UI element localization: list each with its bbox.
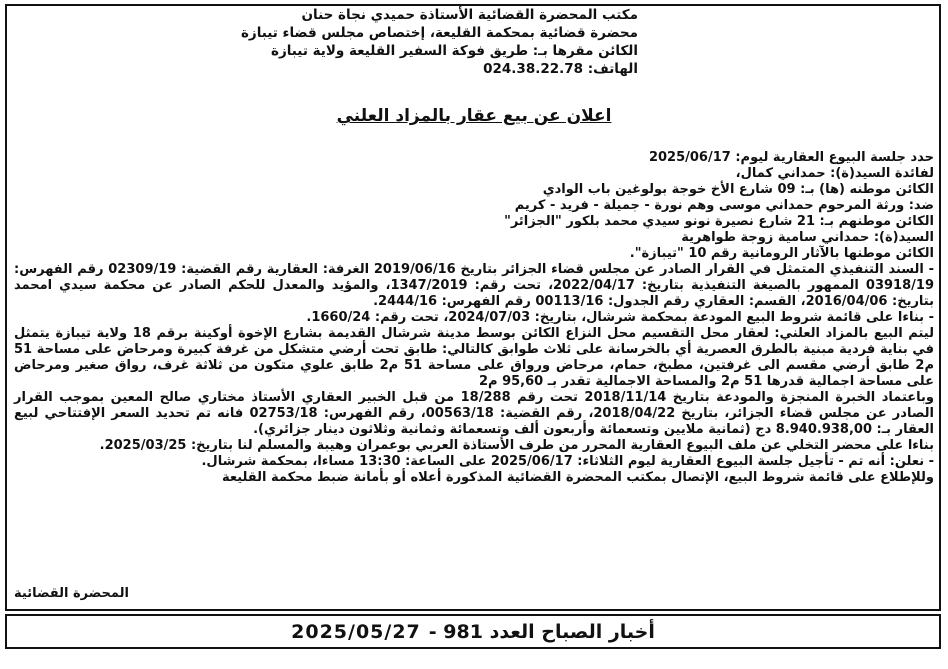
plaintiff: لفائدة السيد(ة): حمداني كمال، — [735, 166, 934, 181]
office-address: الكائن مقرها بـ: طريق فوكة السفير القليعة ولاية تيبازة — [270, 43, 638, 59]
office-name: مكتب المحضرة القضائية الأستاذة حميدي نجاة حنان — [301, 7, 638, 23]
notice-title: اعلان عن بيع عقار بالمزاد العلني — [336, 106, 612, 126]
conditions-list: - بناءا على قائمة شروط البيع المودعة بمحكمة شرشال، بتاريخ: 2024/07/03، تحت رقم: 1660/24. — [306, 310, 934, 325]
notice-body — [14, 150, 934, 486]
executive-title: - السند التنفيذي المتمثل في القرار الصادر عن مجلس قضاء الجزائر بتاريخ 2019/06/16 الغرفة: العقارية رقم القضية: 02309/19 رقم الفهرس: 03918/19 الممهور بالصيغة التنفيذية بتاريخ: 2022/04/17، تحت رقم: 1347/2019، والمؤيد والمعدل للحكم الصادر عن محكمة سيدي امحمد بتاريخ: 2016/04/06، القسم: العقاري رقم الجدول: 00113/16 رقم الفهرس: 2444/16. — [14, 262, 935, 309]
defendants-address: الكائن موطنهم بـ: 21 شارع نصيرة نونو سيدي محمد بلكور "الجزائر" — [504, 214, 934, 229]
plaintiff-address: الكائن موطنه (ها) بـ: 09 شارع الأخ خوجة بولوغين باب الوادي — [542, 182, 934, 197]
office-jurisdiction: محضرة قضائية بمحكمة القليعة، إختصاص مجلس قضاء تيبازة — [240, 25, 638, 41]
office-phone — [178, 60, 638, 78]
newspaper-issue: أخبار الصباح العدد 981 - — [428, 620, 655, 643]
expert-valuation: وباعتماد الخبرة المنجزة والمودعة بتاريخ 2018/11/14 تحت رقم 18/288 من قبل الخبير العقاري الأستاذ مختاري صالح المعين بموجب القرار الصادر عن مجلس قضاء الجزائر، بتاريخ 2018/04/22، رقم القضية: 00563/18، رقم الفهرس: 02753/18 فانه تم تحديد السعر الإفتتاحي لبيع العقار بـ: 8.940.938,00 دج (ثمانية ملايين وتسعمائة وأربعون ألف وتسعمائة وثمانية وثلاثون دينار جزائري). — [14, 390, 935, 437]
phone-number: 024.38.22.78 — [483, 61, 584, 77]
postponement: - نعلن: أنه تم - تأجيل جلسة البيوع العقارية ليوم الثلاثاء: 2025/06/17 على الساعة: 13:30 مساءا، بمحكمة شرشال. — [201, 454, 934, 469]
defendant-2-address: الكائن موطنها بالآثار الرومانية رقم 10 "تيبازة". — [629, 246, 934, 261]
office-header — [178, 6, 638, 78]
contact-info: وللإطلاع على قائمة شروط البيع، الإتصال بمكتب المحضرة القضائية المذكورة أعلاه أو بأمانة ضبط محكمة القليعة — [221, 470, 934, 485]
signature: المحضرة القضائية — [14, 586, 129, 601]
phone-label: الهاتف: — [587, 61, 638, 77]
defendant-2: السيد(ة): حمداني سامية زوجة طواهرية — [681, 230, 934, 245]
defendants: ضد: ورثة المرحوم حمداني موسى وهم نورة - جميلة - فريد - كريم — [514, 198, 934, 213]
issue-date: 2025/05/27 — [291, 620, 421, 643]
newspaper-footer — [5, 614, 941, 649]
hearing-date: حدد جلسة البيوع العقارية ليوم: 2025/06/17 — [648, 150, 934, 165]
property-description: ليتم البيع بالمزاد العلني: لعقار محل التقسيم محل النزاع الكائن بوسط مدينة شرشال القديمة بشارع الإخوة أوكينة برقم 18 ولاية تيبازة يتمثل في بناية فردية مبنية بالطرق العصرية أي بالخرسانة على ثلاث طوابق كالتالي: طابق تحت أرضي متشكل من غرفة كبيرة ومرحاض على مساحة 51 م2 طابق أرضي مقسم الى غرفتين، مطبخ، حمام، مرحاض ورواق على مساحة 51 م2 طابق علوي متكون من ثلاثة غرف، رواق صغير ومرحاض على مساحة اجمالية قدرها 51 م2 والمساحة الاجمالية تقدر بـ 95,60 م2 — [14, 326, 934, 389]
file-transfer: بناءا على محضر التخلي عن ملف البيوع العقارية المحرر من طرف الأستاذة العربي بوعمران وهيبة والمسلم لنا بتاريخ: 2025/03/25. — [99, 438, 934, 453]
